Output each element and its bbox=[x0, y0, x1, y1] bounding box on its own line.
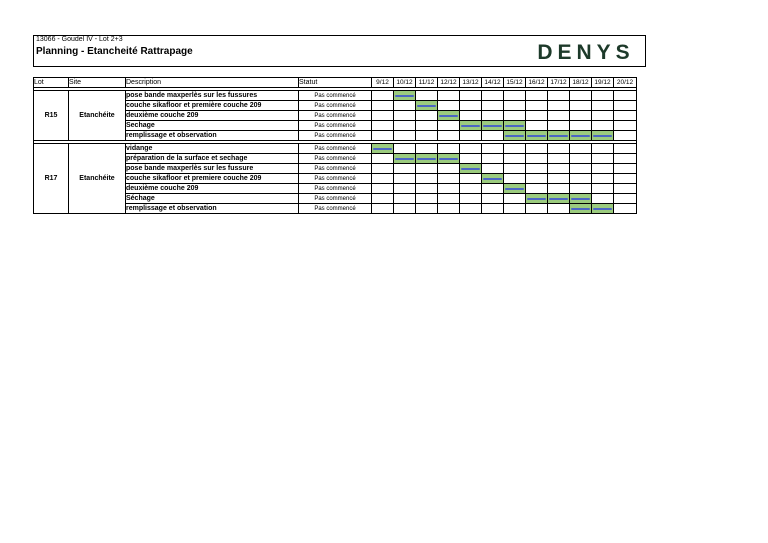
task-status: Pas commencé bbox=[299, 121, 372, 131]
day-cell bbox=[592, 154, 614, 164]
gantt-bar-cell bbox=[372, 144, 394, 154]
col-header-description: Description bbox=[126, 78, 299, 88]
day-cell bbox=[548, 101, 570, 111]
day-cell bbox=[614, 194, 637, 204]
day-cell bbox=[614, 204, 637, 214]
day-cell bbox=[570, 184, 592, 194]
gantt-bar-cell bbox=[548, 131, 570, 141]
day-cell bbox=[614, 91, 637, 101]
day-cell bbox=[504, 174, 526, 184]
gantt-bar-cell bbox=[504, 184, 526, 194]
day-cell bbox=[372, 154, 394, 164]
gantt-bar-cell bbox=[416, 154, 438, 164]
planning-table bbox=[33, 77, 637, 214]
gantt-bar-cell bbox=[570, 131, 592, 141]
col-header-date: 18/12 bbox=[570, 78, 592, 88]
day-cell bbox=[460, 101, 482, 111]
task-row bbox=[34, 144, 637, 154]
day-cell bbox=[372, 131, 394, 141]
day-cell bbox=[504, 111, 526, 121]
gantt-bar-cell bbox=[438, 154, 460, 164]
task-description: pose bande maxperlès sur les fussures bbox=[126, 91, 299, 101]
day-cell bbox=[482, 91, 504, 101]
lot-cell: R17 bbox=[34, 144, 69, 214]
day-cell bbox=[526, 204, 548, 214]
day-cell bbox=[394, 164, 416, 174]
task-description: Sechage bbox=[126, 121, 299, 131]
day-cell bbox=[548, 184, 570, 194]
gantt-bar-cell bbox=[394, 91, 416, 101]
day-cell bbox=[438, 184, 460, 194]
day-cell bbox=[416, 184, 438, 194]
document-header bbox=[33, 35, 646, 67]
day-cell bbox=[570, 164, 592, 174]
day-cell bbox=[394, 184, 416, 194]
col-header-date: 19/12 bbox=[592, 78, 614, 88]
gantt-bar-cell bbox=[570, 194, 592, 204]
day-cell bbox=[482, 144, 504, 154]
day-cell bbox=[548, 111, 570, 121]
col-header-date: 20/12 bbox=[614, 78, 637, 88]
day-cell bbox=[482, 194, 504, 204]
day-cell bbox=[438, 174, 460, 184]
day-cell bbox=[592, 184, 614, 194]
day-cell bbox=[438, 164, 460, 174]
day-cell bbox=[504, 164, 526, 174]
day-cell bbox=[592, 164, 614, 174]
gantt-bar-cell bbox=[482, 174, 504, 184]
day-cell bbox=[504, 204, 526, 214]
gantt-bar-cell bbox=[504, 121, 526, 131]
day-cell bbox=[548, 154, 570, 164]
day-cell bbox=[614, 154, 637, 164]
col-header-site: Site bbox=[69, 78, 126, 88]
day-cell bbox=[504, 154, 526, 164]
task-status: Pas commencé bbox=[299, 174, 372, 184]
task-description: pose bande maxperlès sur les fussure bbox=[126, 164, 299, 174]
day-cell bbox=[570, 154, 592, 164]
day-cell bbox=[372, 184, 394, 194]
gantt-bar-cell bbox=[526, 194, 548, 204]
day-cell bbox=[614, 131, 637, 141]
gantt-bar-cell bbox=[526, 131, 548, 141]
day-cell bbox=[592, 91, 614, 101]
day-cell bbox=[548, 174, 570, 184]
day-cell bbox=[460, 144, 482, 154]
day-cell bbox=[394, 131, 416, 141]
day-cell bbox=[526, 154, 548, 164]
day-cell bbox=[460, 111, 482, 121]
task-description: deuxième couche 209 bbox=[126, 111, 299, 121]
task-description: vidange bbox=[126, 144, 299, 154]
day-cell bbox=[592, 101, 614, 111]
day-cell bbox=[614, 121, 637, 131]
task-status: Pas commencé bbox=[299, 184, 372, 194]
day-cell bbox=[614, 184, 637, 194]
col-header-date: 10/12 bbox=[394, 78, 416, 88]
day-cell bbox=[482, 154, 504, 164]
day-cell bbox=[394, 174, 416, 184]
day-cell bbox=[614, 144, 637, 154]
day-cell bbox=[482, 164, 504, 174]
day-cell bbox=[548, 91, 570, 101]
day-cell bbox=[372, 204, 394, 214]
day-cell bbox=[438, 121, 460, 131]
day-cell bbox=[592, 174, 614, 184]
day-cell bbox=[614, 101, 637, 111]
col-header-date: 13/12 bbox=[460, 78, 482, 88]
day-cell bbox=[372, 101, 394, 111]
day-cell bbox=[592, 194, 614, 204]
header-row bbox=[34, 78, 637, 88]
day-cell bbox=[394, 204, 416, 214]
gantt-bar-cell bbox=[460, 121, 482, 131]
gantt-bar-cell bbox=[394, 154, 416, 164]
day-cell bbox=[460, 194, 482, 204]
day-cell bbox=[416, 91, 438, 101]
task-status: Pas commencé bbox=[299, 101, 372, 111]
task-description: préparation de la surface et sechage bbox=[126, 154, 299, 164]
task-status: Pas commencé bbox=[299, 111, 372, 121]
day-cell bbox=[526, 174, 548, 184]
col-header-date: 12/12 bbox=[438, 78, 460, 88]
gantt-bar-cell bbox=[504, 131, 526, 141]
task-status: Pas commencé bbox=[299, 154, 372, 164]
site-cell: Etanchéite bbox=[69, 91, 126, 141]
day-cell bbox=[438, 101, 460, 111]
day-cell bbox=[416, 194, 438, 204]
col-header-status: Statut bbox=[299, 78, 372, 88]
day-cell bbox=[504, 194, 526, 204]
gantt-bar-cell bbox=[548, 194, 570, 204]
task-status: Pas commencé bbox=[299, 194, 372, 204]
day-cell bbox=[592, 111, 614, 121]
day-cell bbox=[548, 164, 570, 174]
day-cell bbox=[372, 174, 394, 184]
task-status: Pas commencé bbox=[299, 164, 372, 174]
day-cell bbox=[438, 194, 460, 204]
day-cell bbox=[482, 101, 504, 111]
task-description: couche sikafloor et premiere couche 209 bbox=[126, 174, 299, 184]
task-status: Pas commencé bbox=[299, 131, 372, 141]
day-cell bbox=[372, 121, 394, 131]
day-cell bbox=[394, 194, 416, 204]
day-cell bbox=[614, 174, 637, 184]
day-cell bbox=[482, 111, 504, 121]
day-cell bbox=[526, 184, 548, 194]
gantt-bar-cell bbox=[570, 204, 592, 214]
day-cell bbox=[460, 154, 482, 164]
day-cell bbox=[548, 121, 570, 131]
gantt-bar-cell bbox=[460, 164, 482, 174]
day-cell bbox=[482, 204, 504, 214]
gantt-bar-cell bbox=[416, 101, 438, 111]
gantt-bar-cell bbox=[482, 121, 504, 131]
day-cell bbox=[570, 144, 592, 154]
day-cell bbox=[614, 111, 637, 121]
gantt-bar-cell bbox=[438, 111, 460, 121]
day-cell bbox=[504, 144, 526, 154]
day-cell bbox=[460, 131, 482, 141]
day-cell bbox=[438, 91, 460, 101]
day-cell bbox=[460, 91, 482, 101]
day-cell bbox=[548, 144, 570, 154]
col-header-date: 17/12 bbox=[548, 78, 570, 88]
day-cell bbox=[416, 144, 438, 154]
day-cell bbox=[416, 174, 438, 184]
day-cell bbox=[592, 144, 614, 154]
col-header-date: 16/12 bbox=[526, 78, 548, 88]
day-cell bbox=[394, 121, 416, 131]
day-cell bbox=[504, 91, 526, 101]
day-cell bbox=[372, 194, 394, 204]
task-description: deuxième couche 209 bbox=[126, 184, 299, 194]
site-cell: Etanchéite bbox=[69, 144, 126, 214]
day-cell bbox=[570, 111, 592, 121]
col-header-lot: Lot bbox=[34, 78, 69, 88]
task-description: Séchage bbox=[126, 194, 299, 204]
col-header-date: 14/12 bbox=[482, 78, 504, 88]
day-cell bbox=[570, 91, 592, 101]
day-cell bbox=[416, 111, 438, 121]
day-cell bbox=[394, 111, 416, 121]
day-cell bbox=[438, 131, 460, 141]
day-cell bbox=[372, 164, 394, 174]
day-cell bbox=[592, 121, 614, 131]
day-cell bbox=[504, 101, 526, 111]
day-cell bbox=[614, 164, 637, 174]
task-row bbox=[34, 91, 637, 101]
day-cell bbox=[438, 144, 460, 154]
day-cell bbox=[394, 101, 416, 111]
page-title: Planning - Etancheité Rattrapage bbox=[36, 46, 193, 57]
col-header-date: 15/12 bbox=[504, 78, 526, 88]
day-cell bbox=[482, 131, 504, 141]
col-header-date: 9/12 bbox=[372, 78, 394, 88]
day-cell bbox=[416, 204, 438, 214]
task-status: Pas commencé bbox=[299, 204, 372, 214]
task-description: remplissage et observation bbox=[126, 131, 299, 141]
day-cell bbox=[570, 174, 592, 184]
day-cell bbox=[526, 121, 548, 131]
day-cell bbox=[416, 131, 438, 141]
denys-logo bbox=[527, 41, 645, 63]
day-cell bbox=[526, 164, 548, 174]
day-cell bbox=[526, 101, 548, 111]
day-cell bbox=[416, 121, 438, 131]
day-cell bbox=[526, 111, 548, 121]
task-description: remplissage et observation bbox=[126, 204, 299, 214]
day-cell bbox=[526, 144, 548, 154]
day-cell bbox=[570, 121, 592, 131]
gantt-bar-cell bbox=[592, 204, 614, 214]
day-cell bbox=[416, 164, 438, 174]
day-cell bbox=[570, 101, 592, 111]
day-cell bbox=[482, 184, 504, 194]
task-status: Pas commencé bbox=[299, 144, 372, 154]
day-cell bbox=[460, 204, 482, 214]
day-cell bbox=[526, 91, 548, 101]
svg-text:DENYS: DENYS bbox=[537, 41, 635, 63]
day-cell bbox=[460, 174, 482, 184]
day-cell bbox=[548, 204, 570, 214]
day-cell bbox=[460, 184, 482, 194]
task-description: couche sikafloor et première couche 209 bbox=[126, 101, 299, 111]
day-cell bbox=[372, 91, 394, 101]
task-status: Pas commencé bbox=[299, 91, 372, 101]
gantt-bar-cell bbox=[592, 131, 614, 141]
lot-cell: R15 bbox=[34, 91, 69, 141]
day-cell bbox=[394, 144, 416, 154]
col-header-date: 11/12 bbox=[416, 78, 438, 88]
project-reference: 13066 - Goudel IV - Lot 2+3 bbox=[36, 36, 123, 43]
day-cell bbox=[438, 204, 460, 214]
day-cell bbox=[372, 111, 394, 121]
